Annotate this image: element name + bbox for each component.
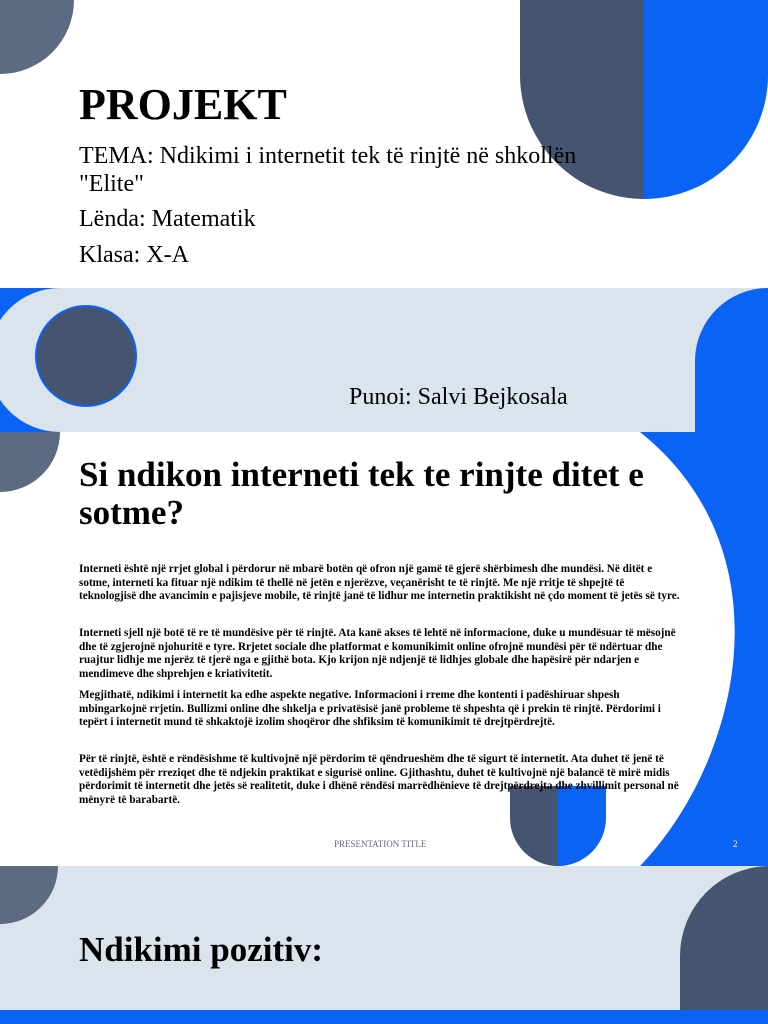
corner-quarter-shape [0,866,58,924]
content-heading: Si ndikon interneti tek te rinjte ditet e sotme? [79,455,644,532]
paragraph-3: Megjithatë, ndikimi i internetit ka edhe aspekte negative. Informacioni i rreme dhe kontenti i padëshiruar shpesh mbingarkojnë rrjetin. Bullizmi online dhe shkelja e privatësisë janë probleme të shpeshta që i prekin të rinjtë. Përdorimi i tepërt i internetit mund të shkaktojë izolim shoqëror dhe shfiksim të komunikimit të drejtpërdrejtë. [79,689,661,729]
footer-title: PRESENTATION TITLE [334,839,427,849]
class-line: Klasa: X-A [79,242,189,268]
right-arc-shape [695,288,768,432]
paragraph-2: Interneti sjell një botë të re të mundësive për të rinjtë. Ata kanë akses të lehtë në informacione, duke u mundësuar të mësojnë dhe të zgjerojnë njohuritë e tyre. Rrjetet sociale dhe platformat e komunikimit online ofrojnë mundësi për të ndërtuar dhe ruajtur lidhje me njerëz të tjerë nga e gjithë bota. Kjo krijon një ndjenjë të lidhjes globale dhe hapësirë për ndarjen e mendimeve dhe shprehjen e kriativitetit. [79,627,676,681]
page-number: 2 [733,839,738,849]
leaf-navy-shape [680,866,768,1010]
corner-quarter-shape [0,0,74,74]
corner-quarter-shape [0,432,60,492]
bottom-blue-bar [0,1010,768,1024]
topic-line: TEMA: Ndikimi i internetit tek të rinjtë në shkollën "Elite" [79,143,577,197]
project-title: PROJEKT [79,80,287,129]
paragraph-1: Interneti është një rrjet global i përdorur në mbarë botën që ofron një gamë të gjerë shërbimesh dhe mundësi. Në ditët e sotme, interneti ka fituar një ndikim të thellë në jetën e njerëzve, veçanërisht te të rinjtë. Me një rritje të shpejtë të teknologjisë dhe avancimin e pajisjeve mobile, të rinjtë janë të lidhur me internetin praktikisht në çdo moment të jetës së tyre. [79,563,680,603]
subject-line: Lënda: Matematik [79,206,256,232]
paragraph-4: Për të rinjtë, është e rëndësishme të kultivojnë një përdorim të qëndrueshëm dhe të sigurt të internetit. Ata duhet të jenë të vetëdijshëm për rreziqet dhe të ndjekin praktikat e sigurisë online. Gjithashtu, duhet të kultivojnë një balancë të mirë midis përdorimit të internetit dhe jetës së realitetit, duke i dhënë rëndësi marrëdhënieve të drejtpërdrejta dhe zhvillimit personal në mënyrë të barabartë. [79,753,679,807]
navy-circle [36,306,136,406]
leaf-blue-shape [644,0,768,199]
author-line: Punoi: Salvi Bejkosala [349,384,568,410]
positive-heading: Ndikimi pozitiv: [79,930,324,969]
